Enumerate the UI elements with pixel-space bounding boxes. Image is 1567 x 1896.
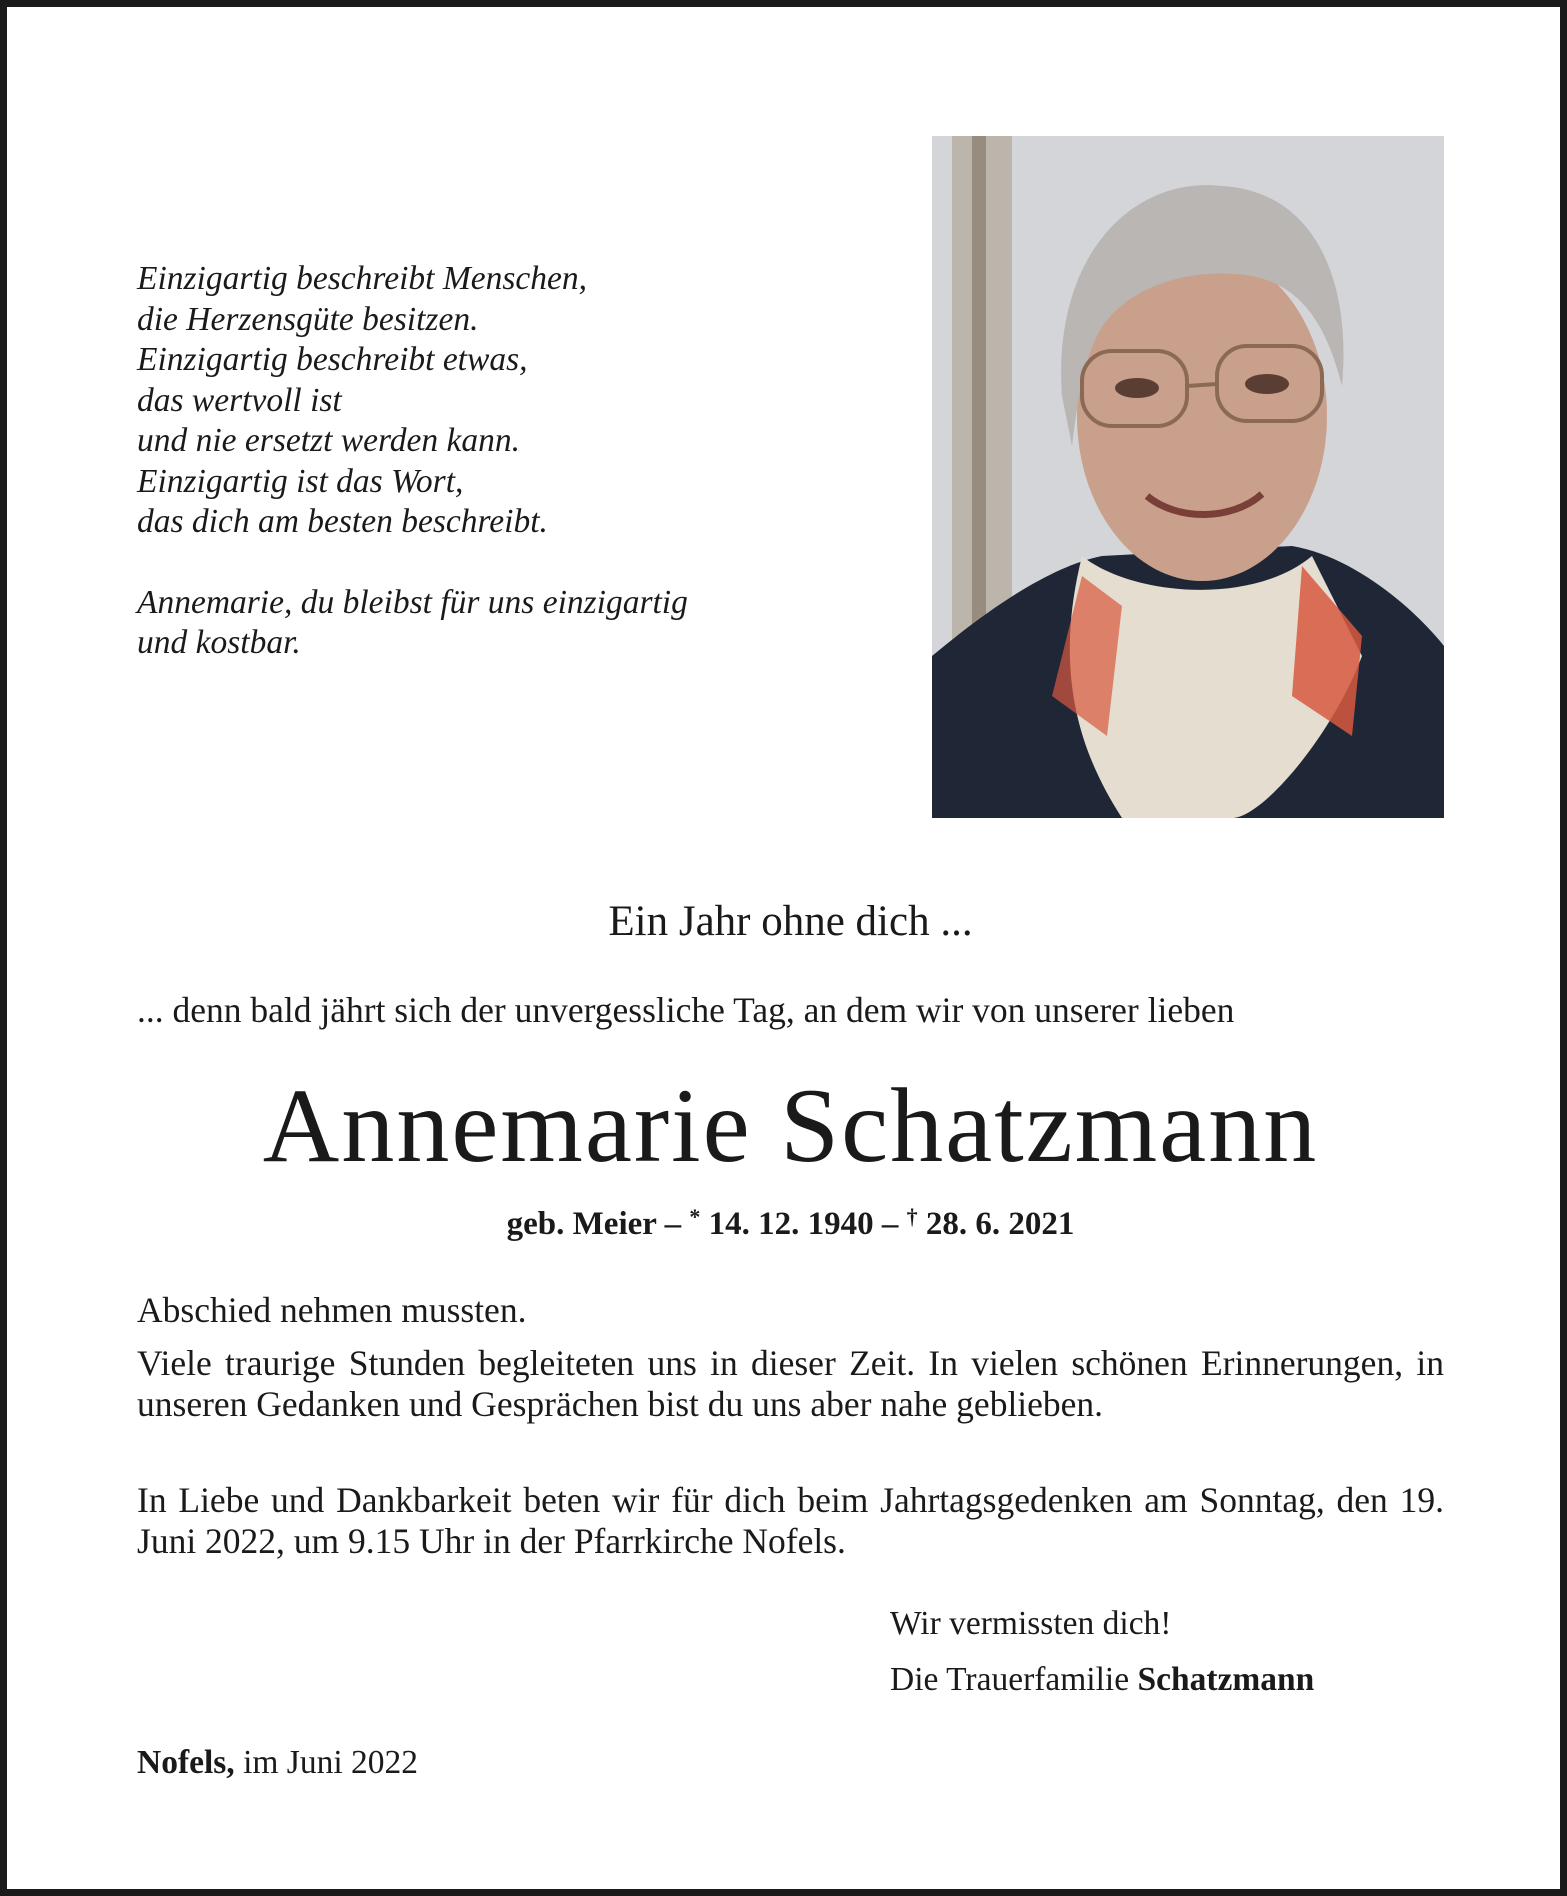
dash-separator: –: [881, 1206, 907, 1242]
publication-date: im Juni 2022: [243, 1744, 419, 1781]
family-name: Schatzmann: [1137, 1661, 1315, 1698]
dash-separator: –: [664, 1206, 690, 1242]
poem-closing-line: Annemarie, du bleibst für uns einzigartig: [137, 583, 688, 621]
signature-family: [890, 1661, 1450, 1699]
poem-line: Einzigartig ist das Wort,: [137, 462, 464, 500]
death-symbol: †: [906, 1204, 918, 1229]
portrait-photo: [932, 136, 1444, 818]
poem-line: Einzigartig beschreibt Menschen,: [137, 260, 587, 297]
poem-line: Einzigartig beschreibt etwas,: [137, 341, 528, 378]
birth-date: 14. 12. 1940: [708, 1206, 874, 1242]
portrait-illustration: [932, 136, 1444, 818]
life-dates: [7, 1204, 1567, 1243]
birth-name: geb. Meier: [506, 1206, 657, 1242]
poem-spacer: [137, 543, 857, 583]
intro-heading: Ein Jahr ohne dich ...: [608, 898, 973, 945]
poem-line: die Herzensgüte besitzen.: [137, 300, 479, 338]
birth-symbol: *: [689, 1204, 701, 1229]
poem-line: das dich am besten beschreibt.: [137, 503, 548, 540]
place-date: [137, 1744, 418, 1782]
body-paragraph: Viele traurige Stunden begleiteten uns in dieser Zeit. In vielen schönen Erinnerungen, in unseren Gedanken und Gesprächen bist du uns aber nahe geblieben.: [137, 1343, 1444, 1424]
deceased-name: Annemarie Schatzmann: [262, 1067, 1319, 1184]
place-name: Nofels,: [137, 1744, 235, 1781]
memorial-poem: [137, 259, 857, 664]
poem-closing-line: und kostbar.: [137, 624, 301, 661]
body-paragraph: Abschied nehmen mussten.: [137, 1290, 527, 1330]
intro-line: ... denn bald jährt sich der unvergessliche Tag, an dem wir von unserer lieben: [137, 990, 1235, 1030]
signature-line: Wir vermissten dich!: [890, 1605, 1172, 1642]
poem-line: das wertvoll ist: [137, 381, 342, 419]
body-paragraph: In Liebe und Dankbarkeit beten wir für dich beim Jahrtagsgedenken am Sonntag, den 19. Juni 2022, um 9.15 Uhr in der Pfarrkirche Nofels.: [137, 1480, 1444, 1561]
signature-prefix: Die Trauerfamilie: [890, 1661, 1130, 1698]
death-date: 28. 6. 2021: [925, 1206, 1075, 1242]
poem-line: und nie ersetzt werden kann.: [137, 422, 521, 459]
